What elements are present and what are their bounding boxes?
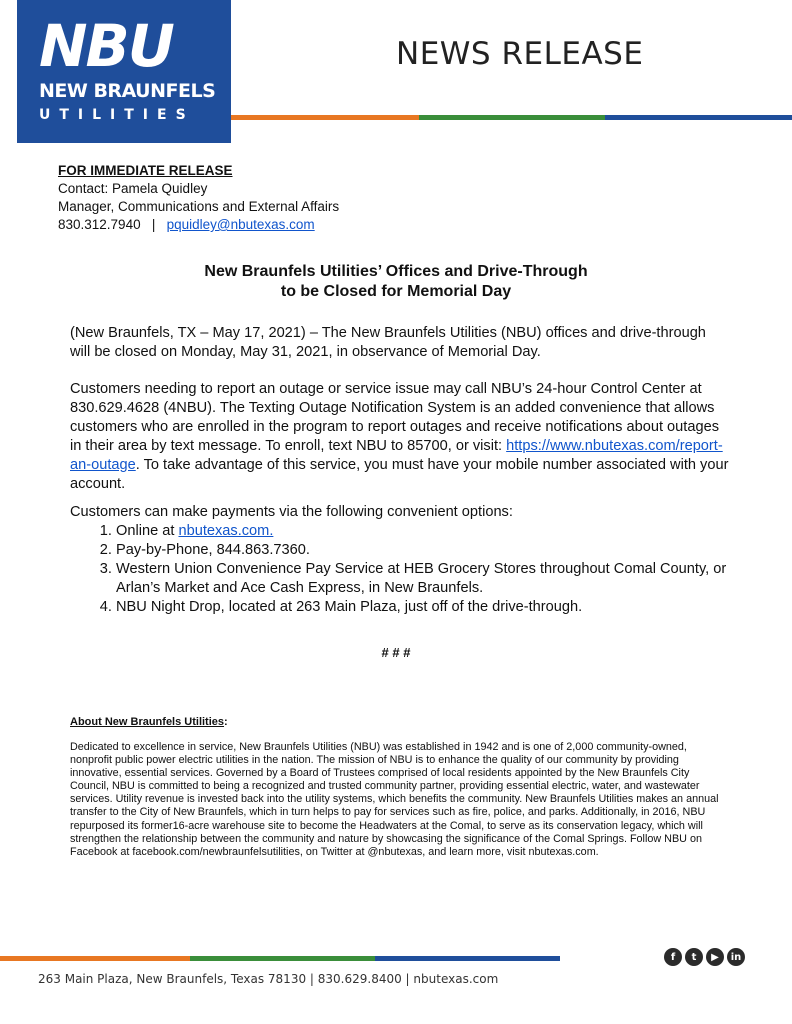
immediate-release-label: FOR IMMEDIATE RELEASE — [58, 163, 233, 178]
paragraph-outage — [70, 380, 730, 494]
footer-stripe-orange — [0, 956, 190, 961]
header-stripe-orange — [231, 115, 419, 120]
contact-name: Contact: Pamela Quidley — [58, 181, 208, 196]
contact-line — [58, 216, 339, 234]
outage-text-end: . To take advantage of this service, you must have your mobile number associated with your account. — [70, 457, 729, 492]
linkedin-icon[interactable]: in — [727, 948, 745, 966]
footer-stripe-blue — [375, 956, 560, 961]
list-item: 2. Pay-by-Phone, 844.863.7360. — [116, 541, 736, 560]
list-item: 3. Western Union Convenience Pay Service at HEB Grocery Stores throughout Comal County, or Arlan’s Market and Ace Cash Express, in New Braunfels. — [116, 560, 736, 598]
headline-line-1: New Braunfels Utilities’ Offices and Drive-Through — [204, 263, 588, 280]
payment-online-text: Online at — [116, 523, 179, 539]
end-mark: # # # — [381, 645, 411, 660]
paragraph-payments: Customers can make payments via the following convenient options: — [70, 504, 513, 520]
logo-name: NEW BRAUNFELS — [39, 80, 216, 102]
logo-utilities: UTILITIES — [39, 107, 195, 123]
outage-text: Customers needing to report an outage or service issue may call NBU’s 24-hour Control Center at 830.629.4628 (4NBU). The Texting Outage Notification System is an added convenience that allows customers who are enrolled in the program to report outages and receive notifications about outages in their area by text message. To enroll, text NBU to 85700, or visit: — [70, 381, 719, 454]
contact-separator: | — [151, 217, 156, 232]
nbu-logo — [17, 0, 231, 143]
social-icons — [664, 948, 745, 966]
payment-options-list — [70, 522, 736, 617]
logo-mark: NBU — [39, 12, 173, 80]
headline — [0, 262, 792, 302]
about-heading-text: About New Braunfels Utilities — [70, 716, 225, 728]
contact-phone: 830.312.7940 — [58, 217, 141, 232]
about-heading — [70, 716, 228, 728]
header-stripe-green — [419, 115, 605, 120]
headline-line-2: to be Closed for Memorial Day — [280, 283, 512, 300]
contact-block — [58, 162, 339, 234]
about-body: Dedicated to excellence in service, New Braunfels Utilities (NBU) was established in 1942 and is one of 2,000 community-owned, nonprofit public power electric utilities in the nation. The mission of NBU is to enhance the quality of our community by providing innovative, essential services. Governed by a Board of Trustees comprised of local residents appointed by the New Braunfels City Council, NBU is committed to being a recognized and trusted community partner, providing essential electric, water, and wastewater services. Utility revenue is invested back into the utility systems, which benefits the community. New Braunfels Utilities makes an annual transfer to the City of New Braunfels, which in turn helps to pay for services such as fire, police, and parks. Additionally, in 2016, NBU repurposed its former16-acre warehouse site to become the Headwaters at the Comal, to serve as its conservation legacy, which will strengthen the relationship between the community and nature by showcasing the significance of the Comal Springs. Follow NBU on Facebook at facebook.com/newbraunfelsutilities, on Twitter at @nbutexas, and learn more, visit nbutexas.com. — [70, 741, 719, 858]
contact-email-link[interactable]: pquidley@nbutexas.com — [166, 217, 315, 232]
news-release-title: NEWS RELEASE — [396, 36, 644, 72]
contact-role: Manager, Communications and External Affairs — [58, 199, 340, 214]
header-stripe-blue — [605, 115, 792, 120]
twitter-icon[interactable]: t — [685, 948, 703, 966]
about-heading-colon: : — [224, 716, 228, 728]
youtube-icon[interactable]: ▶ — [706, 948, 724, 966]
nbutexas-link[interactable]: nbutexas.com. — [178, 523, 274, 539]
paragraph-intro: (New Braunfels, TX – May 17, 2021) – The New Braunfels Utilities (NBU) offices and drive-through will be closed on Monday, May 31, 2021, in observance of Memorial Day. — [70, 325, 706, 360]
list-item — [116, 522, 736, 541]
footer-stripe-green — [190, 956, 375, 961]
footer-address: 263 Main Plaza, New Braunfels, Texas 78130 | 830.629.8400 | nbutexas.com — [38, 972, 499, 986]
list-item: 4. NBU Night Drop, located at 263 Main Plaza, just off of the drive-through. — [116, 598, 736, 617]
facebook-icon[interactable]: f — [664, 948, 682, 966]
report-outage-link[interactable]: https://www.nbutexas.com/report-an-outage — [70, 438, 723, 473]
